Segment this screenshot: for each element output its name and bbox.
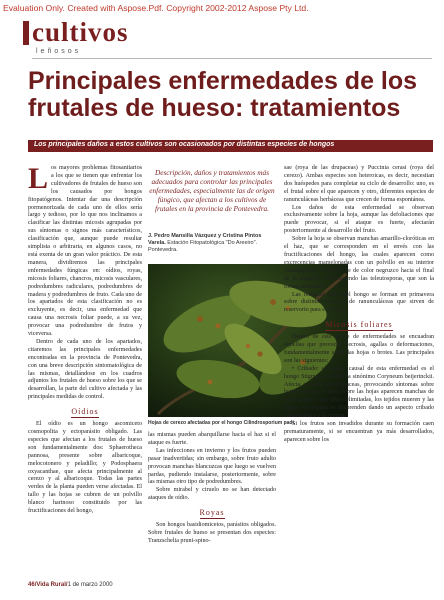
drop-cap: L: [28, 162, 49, 195]
page-footer: [28, 582, 113, 588]
col3-paragraph-6: • Cribado: el agente causal de esta enfermedad es el hongo Stigmina carpophila sinónimo Coryneum beijerinckii. Afecta a todas las drupaceas, provocando síntomas sobre hojas, ramas y frutos. Sobre las hojas aparecen manchas de color pardo rojizo bien delimitadas, los tejidos mueren y las partes necrosadas se desprenden dando un aspecto cribado característico a la misma.: [284, 365, 434, 420]
section-heading-micosis-foliares: Micosis foliares: [325, 320, 393, 330]
col1-paragraph-2: Dentro de cada uno de los apartados, citaremos las principales enfermedades encontradas en la provincia de Pontevedra, con una breve descripción sintomatológica de las mismas, detallándose en los cuadros adjuntos los frutales de hueso sobre los que se desarrollan, la parte del cultivo afectada y las principales medidas de control.: [28, 338, 142, 401]
col2-paragraph-2: Las infecciones en invierno y los frutos pueden pasar inadvertidas; sin embargo, sobre fruto adulto provocan manchas blancuzcas que luego se vuelven pardas, pudiendo instalarse, posteriormente, sobre las mismas otro tipo de podredumbres.: [148, 447, 276, 486]
col1-paragraph-1: os mayores problemas fitosanitarios a los que se tienen que enfrentar los cultivadores de frutales de hueso son los causados por hongos fitopatógenos. Intentar dar una descripción pormenorizada de cada uno de ellos sería largo y tedioso, por lo que nos inclinamos a clasificar las distintas micosis agrupadas por sus síntomas o signos más característicos, clasificación que, aunque puede resultar simplista o arbitraria, en algunos casos, no está exenta de un gran valor práctico. De esta manera, dividiremos las principales enfermedades fúngicas en: oídios, royas, micosis foliares, chancros, micosis vasculares, podredumbres radiculares, podredumbres de madera y podredumbres de fruto. Cada uno de los apartados de esta clasificación no es excluyente, es decir, una enfermedad que causa una necrosis foliar puede, a su vez, provocar una podredumbre de frutos y viceversa.: [28, 165, 142, 338]
col3-paragraph-4: Las restantes fases del hongo se forman en primavera sobre distintas especies de ranunculáceas que sirven de reservorio para el hongo.: [284, 291, 434, 314]
article-deck: Descripción, daños y tratamientos más adecuados para controlar las principales enfermedades, especialmente las de origen fúngico, que afectan a los cultivos de frutales en la provincia de Pontevedra.: [149, 168, 275, 213]
byline: [148, 233, 276, 254]
col2-paragraph-3: Sobre mirabel y ciruelo no se han detectado ataques de oídio.: [148, 487, 276, 502]
photo-caption: Hojas de cerezo afectadas por el hongo Cilindrosporium padi.: [148, 420, 296, 426]
masthead-bar: [23, 21, 29, 45]
masthead-rule: [32, 58, 432, 59]
col3-paragraph-1: sae (roya de las drupaceas) y Puccinia cerasi (roya del cerezo). Ambas especies son heteroicas, es decir, necesitan dos huéspedes para completar su ciclo de desarrollo: uno, es el frutal sobre el que aparecen y otro, diferentes especies de ranunculáceas herbáceas que crecen de forma espontánea.: [284, 165, 434, 203]
col3-paragraph-5: Dentro de este grupo de enfermedades se encuadran aquellas que provocan necrosis, agallas o deformaciones, fundamentalmente sobre las hojas o brotes. Las principales son las siguientes:: [284, 334, 434, 364]
issue-date: 1 de marzo 2000: [67, 582, 113, 588]
byline-authors: J. Pedro Mansilla Vázquez y Cristina Pintos Varela.: [148, 233, 262, 246]
page-number: 46: [28, 582, 35, 588]
article-column-2: [148, 432, 276, 546]
subheadline-text: Los principales daños a estos cultivos son ocasionados por distintas especies de hongos: [34, 141, 335, 148]
col3-paragraph-7: Si los frutos son invadidos durante su formación caen prematuramente, si se encuentran ya más desarrollados, aparecen sobre los: [284, 421, 434, 443]
col3-paragraph-3: Sobre la hoja se observan manchas amarillo-cloróticas en el haz, que se corresponden en el envés con las fructificaciones del hongo, las cuales aparecen como excrecencias mamelonadas con un polvillo en su interior (uredosporas), volviéndose de color negruzco hacia el final de la estación, constituyendo las teleutosporas, que son la forma invernante.: [284, 236, 434, 290]
section-masthead-title: cultivos: [32, 17, 129, 47]
byline-affiliation: Estación Fitopatológica "Do Areeiro". Pontevedra.: [148, 240, 258, 253]
watermark-text: Evaluation Only. Created with Aspose.Pdf. Copyright 2002-2012 Aspose Pty Ltd.: [3, 3, 309, 13]
subheadline-banner: [28, 140, 433, 152]
section-masthead-subtitle: leñosos: [36, 48, 82, 55]
col1-paragraph-3: El oídio es un hongo ascomiceto cosmopolita y ectoparásito obligado. Las especies que afectan a los frutales de hueso son fundamentalmente dos: Sphaerotheca pannosa, presente sobre albaricoque, melocotonero y peladillo; y Podosphaera oxyacanthae, que afecta principalmente al cerezo y al albaricoque. Todas las partes verdes de la planta pueden verse afectadas. El tallo y las hojas se cubren de un polvillo blanco harinoso constituido por las fructificaciones del hongo,: [28, 421, 142, 515]
article-column-1: [28, 162, 142, 516]
col2-paragraph-4: Son hongos basidiomicetos, parásitos obligados. Sobre frutales de hueso se presentan dos especies: Tranzschelia pruni-spino-: [148, 522, 276, 544]
article-headline: Principales enfermedades de los frutales de hueso: tratamientos: [28, 67, 418, 122]
col2-paragraph-1: las mismas pueden abarquillarse hacia el haz si el ataque es fuerte.: [148, 432, 276, 446]
col3-paragraph-2: Los daños de esta enfermedad se observan exclusivamente sobre la hoja, aunque las defoliaciones que puede provocar, si el ataque es fuerte, afectarán posteriormente al desarrollo del fruto.: [284, 204, 434, 235]
section-heading-royas: Royas: [199, 508, 225, 518]
section-heading-oidios: Oídios: [71, 407, 99, 417]
article-column-3: [284, 165, 434, 445]
magazine-name: /Vida Rural/: [34, 582, 68, 588]
